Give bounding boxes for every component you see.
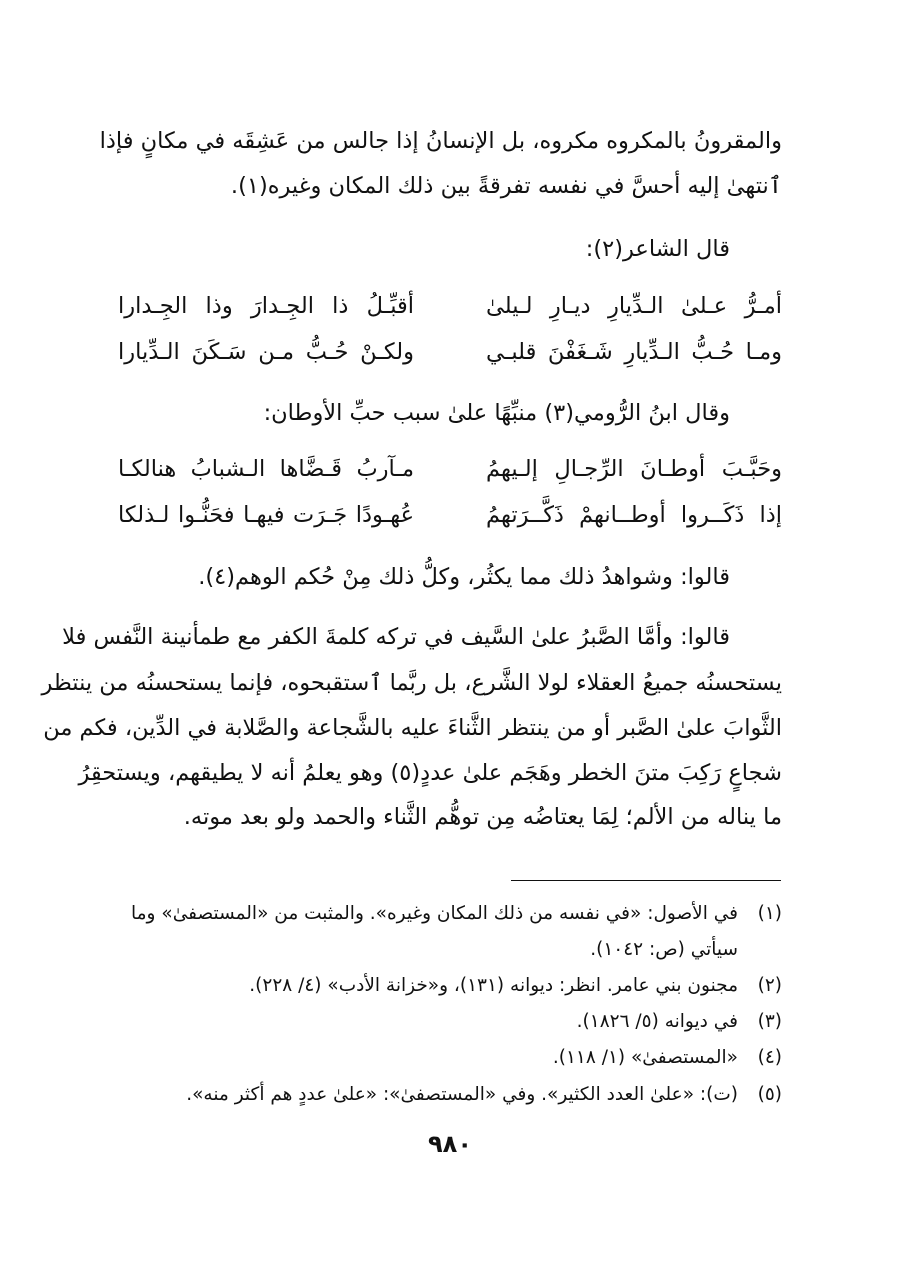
footnote-text: مجنون بني عامر. انظر: ديوانه (١٣١)، و«خزانة الأدب» (٤/ ٢٢٨). — [249, 975, 738, 996]
paragraph-1-line-2: ٱنتهىٰ إليه أحسَّ في نفسه تفرقةً بين ذلك المكان وغيره(١). — [230, 173, 782, 199]
footnote-5 — [118, 1086, 782, 1105]
footnote-number: (٥) — [757, 1084, 782, 1105]
verse-hemistich-left: مـآربُ قَـضَّاها الـشبابُ هنالكـا — [118, 456, 414, 482]
footnote-text: في الأصول: «في نفسه من ذلك المكان وغيره». والمثبت من «المستصفىٰ» وما — [131, 903, 738, 924]
verse-2-line-2 — [118, 502, 782, 536]
footnote-number: (٣) — [757, 1011, 782, 1032]
paragraph-3-line-5: ما يناله من الألم؛ لِمَا يعتاضُه مِن توهُّم الثَّناء والحمد ولو بعد موته. — [183, 804, 782, 830]
verse-hemistich-right: ومـا حُـبُّ الـدِّيارِ شَـغَفْنَ قلبـي — [486, 339, 782, 365]
verse-hemistich-left: ولكـنْ حُـبُّ مـن سَـكَنَ الـدِّيارا — [118, 339, 414, 365]
footnote-text: «المستصفىٰ» (١/ ١١٨). — [552, 1047, 738, 1068]
footnote-number: (١) — [757, 903, 782, 924]
verse-hemistich-left: أقبِّـلُ ذا الجِـدارَ وذا الجِـدارا — [118, 293, 414, 319]
verse-1-line-1 — [118, 293, 782, 327]
verse-hemistich-right: وحَبَّـبَ أوطـانَ الرِّجـالِ إلـيهمُ — [486, 456, 782, 482]
paragraph-3-line-4: شجاعٍ رَكِبَ متنَ الخطر وهَجَم علىٰ عددٍ(٥) وهو يعلمُ أنه لا يطيقهم، ويستحقِرُ — [78, 760, 782, 786]
footnote-1 — [118, 905, 782, 924]
verse-hemistich-right: أمـرُّ عـلىٰ الـدِّيارِ ديـارِ لـيلىٰ — [486, 293, 782, 319]
footnote-2 — [118, 977, 782, 996]
paragraph-1-line-1: والمقرونُ بالمكروه مكروه، بل الإنسانُ إذا جالس من عَشِقَه في مكانٍ فإذا — [99, 128, 782, 154]
footnote-1-continuation: سيأتي (ص: ١٠٤٢). — [590, 939, 738, 960]
footnote-text: (ت): «علىٰ العدد الكثير». وفي «المستصفىٰ»: «علىٰ عددٍ هم أكثر منه». — [186, 1084, 738, 1105]
verse-1-line-2 — [118, 339, 782, 373]
footnote-4 — [118, 1049, 782, 1068]
verse-hemistich-right: إذا ذَكَــروا أوطــانهمْ ذَكَّــرَتهمُ — [486, 502, 782, 528]
footnote-number: (٤) — [757, 1047, 782, 1068]
footnote-text: في ديوانه (٥/ ١٨٢٦). — [576, 1011, 738, 1032]
footnote-3 — [118, 1013, 782, 1032]
poet-intro-2: وقال ابنُ الرُّومي(٣) منبِّهًا علىٰ سبب حبِّ الأوطان: — [263, 400, 730, 426]
footnote-number: (٢) — [757, 975, 782, 996]
footnote-separator — [511, 880, 781, 881]
paragraph-3-line-3: الثَّوابَ علىٰ الصَّبر أو من ينتظر الثَّناءَ عليه بالشَّجاعة والصَّلابة في الدِّين، فكم من — [43, 715, 782, 741]
page-number: ٩٨٠ — [428, 1130, 472, 1158]
verse-2-line-1 — [118, 456, 782, 490]
paragraph-3-line-1: قالوا: وأمَّا الصَّبرُ علىٰ السَّيف في تركه كلمةَ الكفر مع طمأنينة النَّفس فلا — [62, 624, 730, 650]
verse-hemistich-left: عُهـودًا جَـرَت فيهـا فحَنُّـوا لـذلكا — [118, 502, 414, 528]
poet-intro-1: قال الشاعر(٢): — [585, 236, 730, 262]
paragraph-2: قالوا: وشواهدُ ذلك مما يكثُر، وكلُّ ذلك مِنْ حُكم الوهم(٤). — [198, 564, 730, 590]
paragraph-3-line-2: يستحسنُه جميعُ العقلاء لولا الشَّرع، بل ربَّما ٱستقبحوه، فإنما يستحسنُه من ينتظر — [41, 670, 782, 696]
